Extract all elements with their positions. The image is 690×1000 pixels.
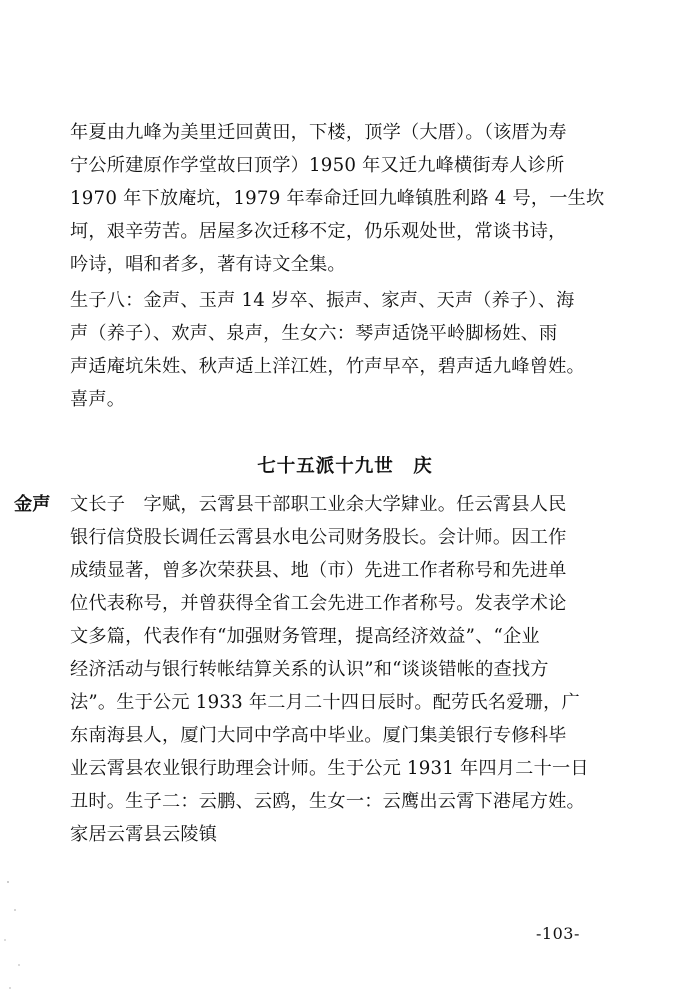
text-line: 生子八：金声、玉声 14 岁卒、振声、家声、天声（养子）、海 <box>70 290 575 311</box>
paragraph-children <box>70 284 630 416</box>
text-line: 文多篇，代表作有“加强财务管理，提高经济效益”、“企业 <box>70 626 540 647</box>
text-line: 宁公所建原作学堂故曰顶学）1950 年又迁九峰横街寿人诊所 <box>70 155 565 176</box>
section-heading: 七十五派十九世 庆 <box>257 456 433 477</box>
text-line: 业云霄县农业银行助理会计师。生于公元 1931 年四月二十一日 <box>70 758 589 779</box>
person-name-label: 金声 <box>14 494 51 515</box>
text-line: 1970 年下放庵坑，1979 年奉命迁回九峰镇胜利路 4 号，一生坎 <box>70 188 605 209</box>
text-line: 银行信贷股长调任云霄县水电公司财务股长。会计师。因工作 <box>70 527 567 548</box>
text-line: 年夏由九峰为美里迁回黄田，下楼，顶学（大厝）。（该厝为寿 <box>70 122 567 143</box>
text-line: 喜声。 <box>70 389 126 410</box>
text-line: 经济活动与银行转帐结算关系的认识”和“谈谈错帐的查找方 <box>70 659 549 680</box>
paragraph-biography <box>70 488 630 851</box>
text-line: 法”。生于公元 1933 年二月二十四日辰时。配劳氏名爱珊，广 <box>70 692 580 713</box>
text-line: 丑时。生子二：云鹏、云鸥，生女一：云鹰出云霄下港尾方姓。 <box>70 791 585 812</box>
text-line: 成绩显著，曾多次荣获县、地（市）先进工作者称号和先进单 <box>70 560 567 581</box>
text-line: 家居云霄县云陵镇 <box>70 824 218 845</box>
scan-noise-decoration <box>0 870 26 1000</box>
text-line: 吟诗，唱和者多，著有诗文全集。 <box>70 254 346 275</box>
text-line: 坷，艰辛劳苦。居屋多次迁移不定，仍乐观处世，常谈书诗， <box>70 221 567 242</box>
text-line: 东南海县人，厦门大同中学高中毕业。厦门集美银行专修科毕 <box>70 725 567 746</box>
text-line: 声（养子）、欢声、泉声，生女六：琴声适饶平岭脚杨姓、雨 <box>70 323 558 344</box>
text-line: 文长子 字赋，云霄县干部职工业余大学肄业。任云霄县人民 <box>70 494 567 515</box>
text-line: 声适庵坑朱姓、秋声适上洋江姓，竹声早卒，碧声适九峰曾姓。 <box>70 356 585 377</box>
page-number: -103- <box>536 924 580 943</box>
text-line: 位代表称号，并曾获得全省工会先进工作者称号。发表学术论 <box>70 593 567 614</box>
paragraph-residence-history <box>70 116 630 281</box>
